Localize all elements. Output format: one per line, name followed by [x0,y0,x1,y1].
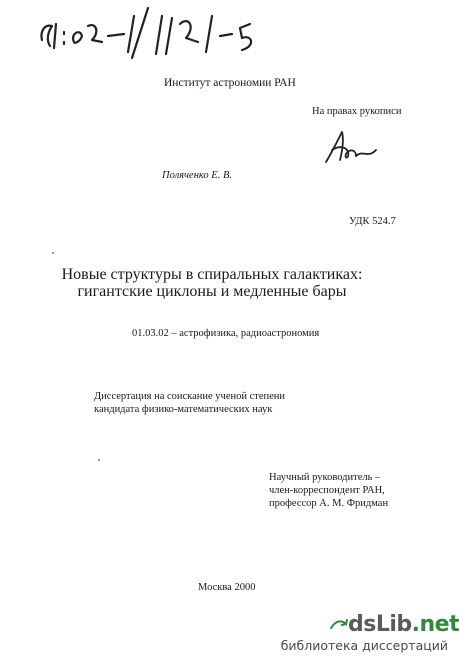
manuscript-rights-note: На правах рукописи [312,106,402,117]
supervisor-line-2: член-корреспондент РАН, [269,485,385,496]
watermark-caption: библиотека диссертаций [280,638,448,653]
author-name: Поляченко Е. В. [162,170,232,181]
dslib-watermark [268,612,459,654]
title-line-2: гигантские циклоны и медленные бары [77,283,347,300]
title-line-1: Новые структуры в спиральных галактиках: [61,266,363,283]
watermark-logo-main: dsLib [348,612,412,637]
udk-code: УДК 524.7 [349,216,396,227]
handwritten-number-drawing [36,2,336,60]
supervisor-line-3: профессор А. М. Фридман [269,498,389,509]
scan-speck [52,252,54,254]
degree-line-2: кандидата физико-математических наук [94,404,273,415]
watermark-arrow-icon [330,618,348,632]
degree-line-1: Диссертация на соискание ученой степени [94,391,286,402]
watermark-logo-suffix: .net [411,612,459,637]
city-year: Москва 2000 [198,582,256,593]
watermark-logo [348,612,459,637]
scan-speck [98,459,100,461]
signature [320,128,378,168]
dissertation-title [0,266,450,300]
signature-drawing [320,128,378,168]
institute-name: Институт астрономии РАН [164,77,296,89]
supervisor-line-1: Научный руководитель – [269,472,381,483]
specialty-code: 01.03.02 – астрофизика, радиоастрономия [132,328,320,339]
handwritten-archive-number [36,2,336,60]
